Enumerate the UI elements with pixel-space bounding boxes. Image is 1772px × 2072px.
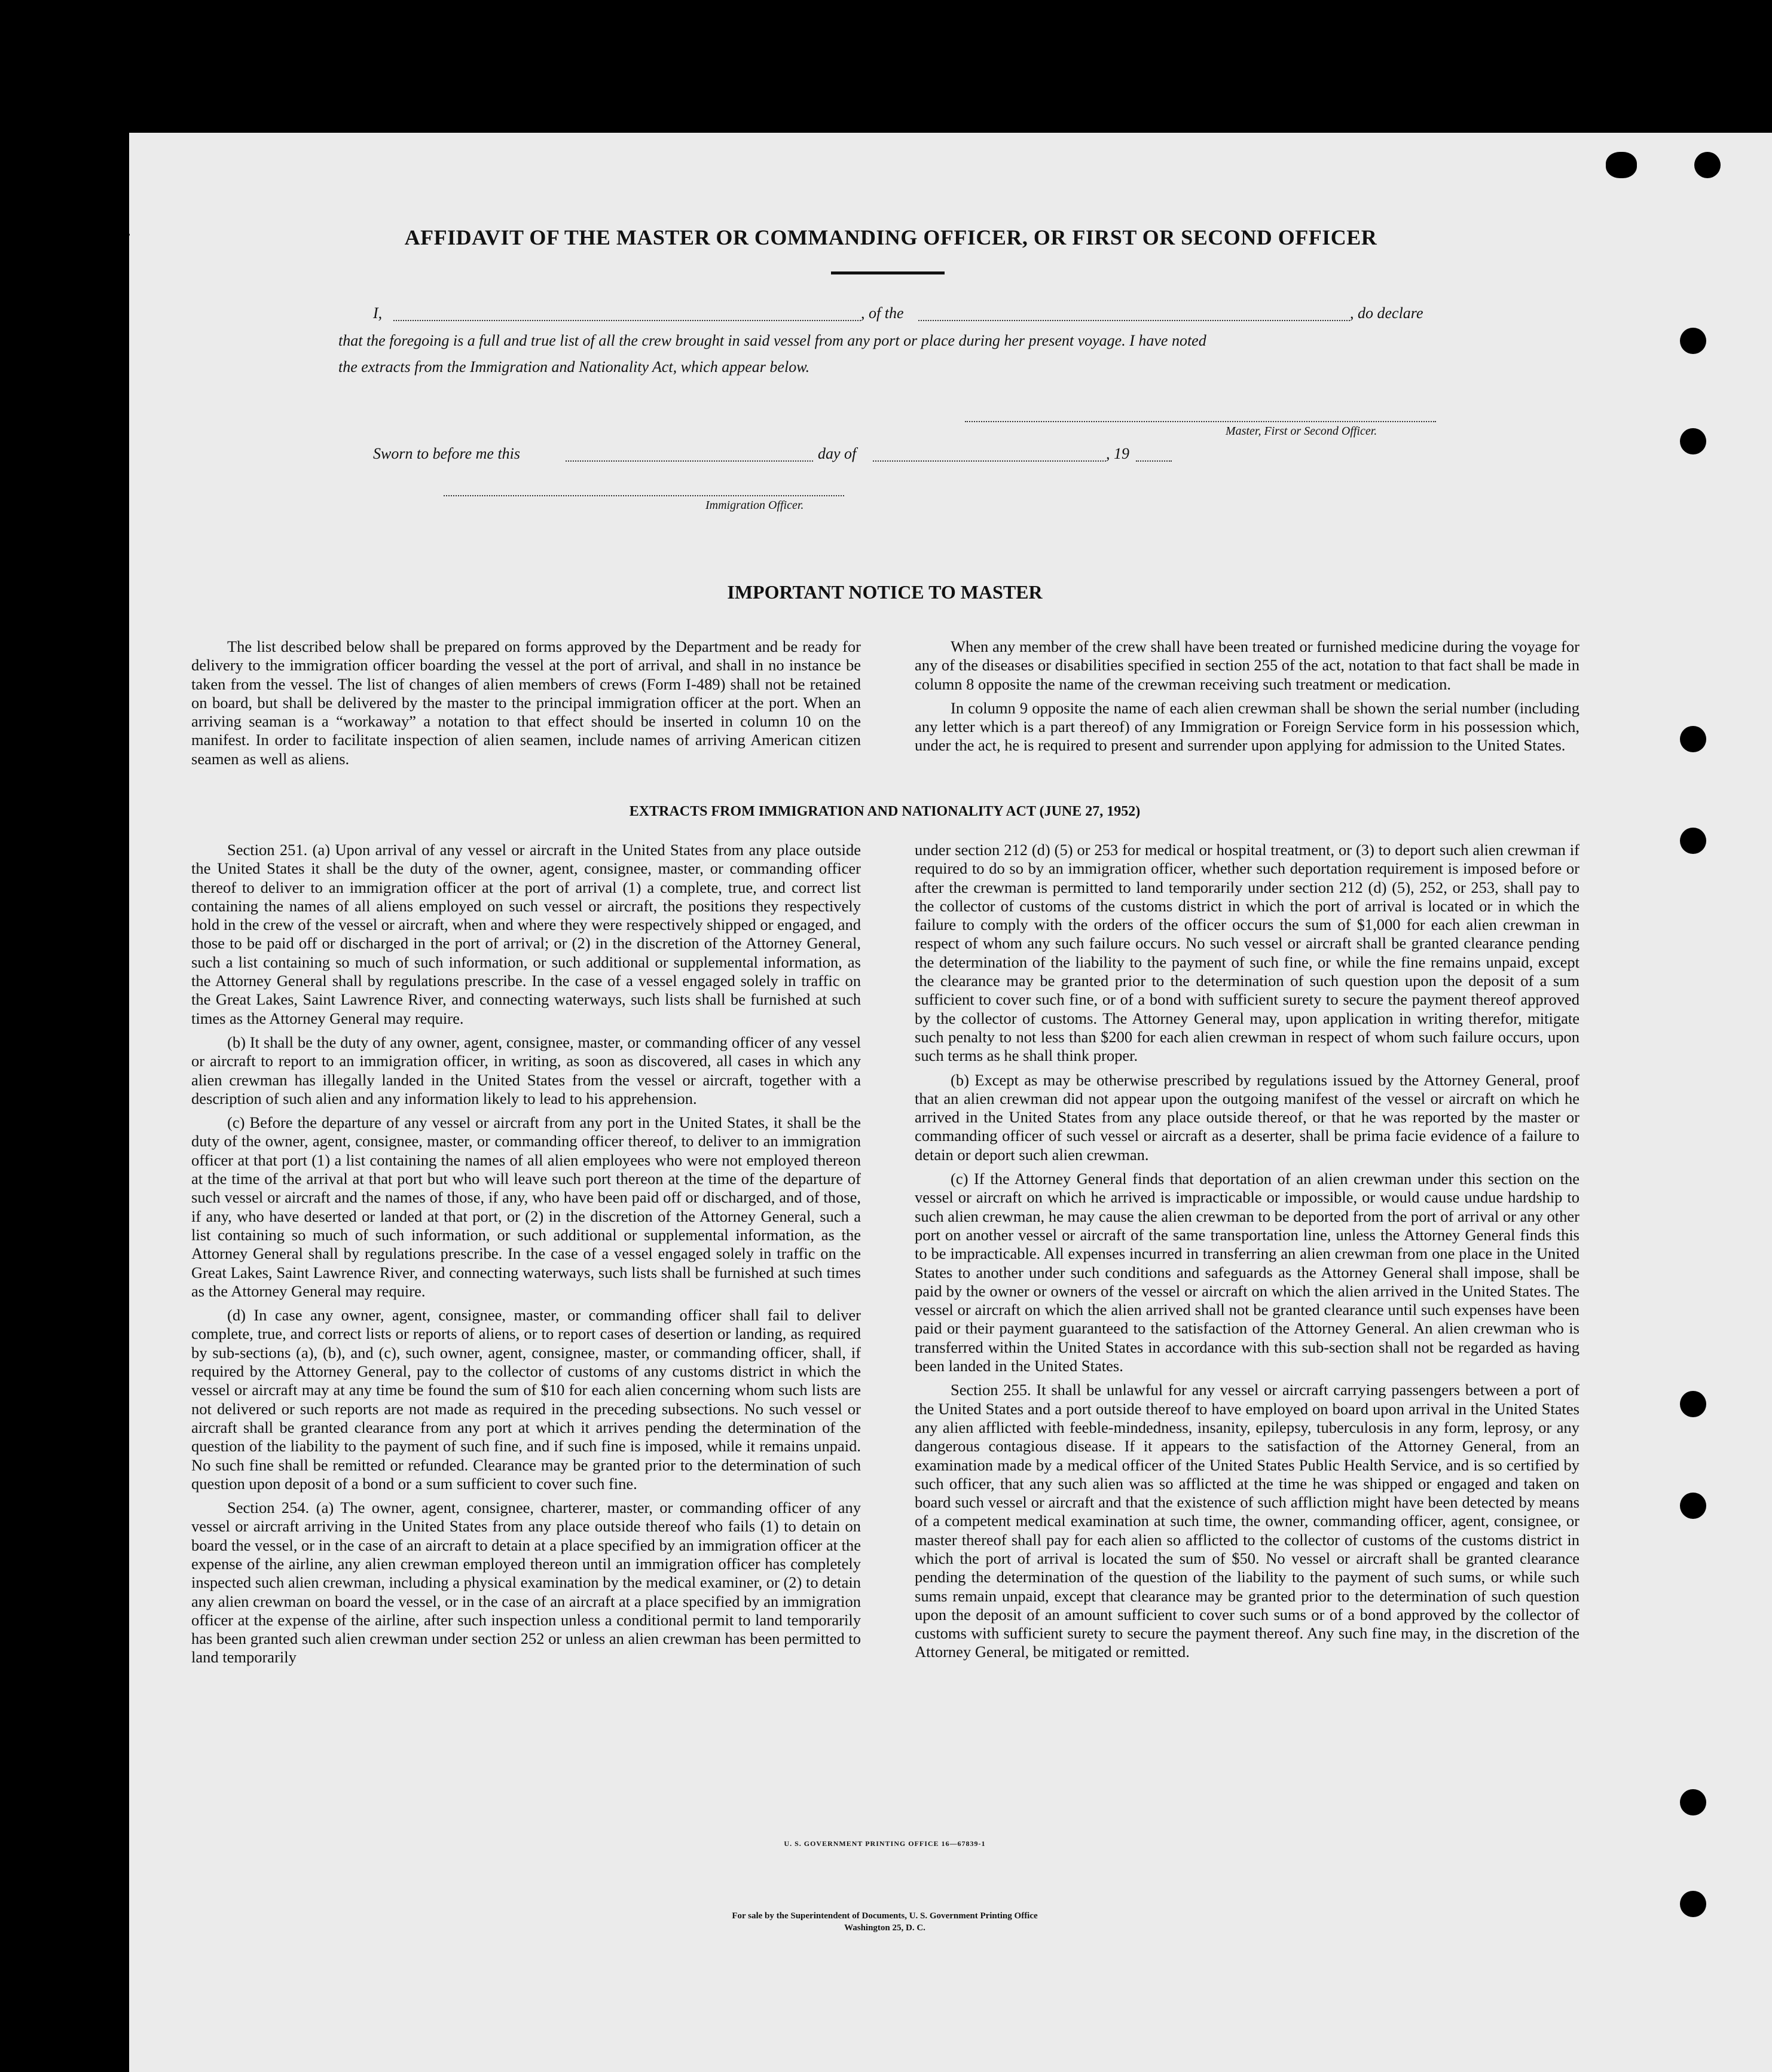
affidavit-title: AFFIDAVIT OF THE MASTER OR COMMANDING OFFICER, OR FIRST OR SECOND OFFICER — [404, 225, 1377, 249]
section-paragraph: (b) Except as may be otherwise prescribed by regulations issued by the Attorney General, proof that an alien crewman did not appear upon the outgoing manifest of the vessel or aircraft on which he arrived in the United States from any place outside thereof, or that he was reported by the master or commanding officer of such vessel or aircraft as a deserter, shall be prima facie evidence of a failure to detain or deport such alien crewman. — [915, 1070, 1579, 1164]
binder-hole — [1680, 428, 1706, 454]
notice-left-column — [191, 637, 861, 768]
notice-paragraph: The list described below shall be prepared on forms approved by the Department and be ready for delivery to the immigration officer boarding the vessel at the port of arrival, and shall in no instance be taken from the vessel. The list of changes of alien members of crews (Form I-489) shall not be retained on board, but shall be delivered by the master to the principal immigration officer at the port. When an arriving seaman is a “workaway” a notation to that effect should be inserted in column 10 on the manifest. In order to facilitate inspection of alien seamen, include names of arriving American citizen seamen as well as aliens. — [191, 637, 861, 768]
footer-line-2: Washington 25, D. C. — [844, 1923, 925, 1933]
sworn-day-of: day of — [818, 445, 857, 462]
section-paragraph: (c) Before the departure of any vessel or aircraft from any port in the United States, it shall be the duty of the owner, agent, consignee, master, or commanding officer thereof, to deliver to an immigration officer at that port (1) a list containing the names of all alien employees who were not employed thereon at the time of the arrival at that port but who will leave such port thereon at the time of the departure of such vessel or aircraft and the names of those, if any, who have been paid off or discharged, and of those, if any, who have deserted or landed at that port, or (2) in the discretion of the Attorney General, such a list containing so much of such information, or such additional or supplemental information, as the Attorney General shall by regulations prescribe. In the case of a vessel engaged solely in traffic on the Great Lakes, Saint Lawrence River, and connecting waterways, such lists shall be furnished at such times as the Attorney General may require. — [191, 1113, 861, 1300]
binder-hole — [1680, 726, 1706, 752]
binder-hole — [1694, 152, 1721, 178]
notice-paragraph: In column 9 opposite the name of each alien crewman shall be shown the serial number (including any letter which is a part thereof) of any Immigration or Foreign Service form in his possession which, under the act, he is required to present and surrender upon applying for admission to the United States. — [915, 698, 1579, 755]
binder-hole — [1680, 828, 1706, 854]
section-paragraph: under section 212 (d) (5) or 253 for medical or hospital treatment, or (3) to deport such alien crewman if required to do so by an immigration officer, whether such deportation requirement is imposed before or after the crewman is permitted to land temporarily under section 212 (d) (5), 252, or 253, shall pay to the collector of customs of the customs district in which the port of arrival is located or in which the failure to comply with the orders of the officer occurs the sum of $1,000 for each alien crewman in respect of whom any such failure occurs. No such vessel or aircraft shall be granted clearance pending the determination of the liability to the payment of such fine, or while the fine remains unpaid, except the clearance may be granted prior to the determination of such question upon the deposit of a sum sufficient to cover such fine, or of a bond with sufficient surety to secure the payment thereof approved by the collector of customs. The Attorney General may, upon application in writing therefor, mitigate such penalty to not less than $200 for each alien crewman in respect of whom such failure occurs, upon such terms as he shall think proper. — [915, 841, 1579, 1065]
master-signature-field[interactable] — [965, 421, 1436, 422]
footer-line-1: For sale by the Superintendent of Documents, U. S. Government Printing Office — [732, 1911, 1038, 1921]
extracts-left-column — [191, 841, 861, 1667]
officer-signature-field[interactable] — [444, 495, 844, 496]
declaration-line-3: the extracts from the Immigration and Nationality Act, which appear below. — [338, 358, 810, 376]
master-signature-label: Master, First or Second Officer. — [1226, 425, 1377, 438]
vessel-field[interactable] — [918, 320, 1350, 321]
notice-title: IMPORTANT NOTICE TO MASTER — [727, 581, 1043, 603]
section-paragraph: Section 251. (a) Upon arrival of any vessel or aircraft in the United States from any place outside the United States it shall be the duty of the owner, agent, consignee, master, or commanding officer thereof to deliver to an immigration officer at the port of arrival (1) a complete, true, and correct list containing the names of all aliens employed on such vessel or aircraft, the positions they respectively hold in the crew of the vessel or aircraft, when and where they were respectively shipped or engaged, and those to be paid off or discharged in the port of arrival; or (2) in the discretion of the Attorney General, such a list containing so much of such information, or such additional or supplemental information, as the Attorney General shall by regulations prescribe. In the case of a vessel engaged solely in traffic on the Great Lakes, Saint Lawrence River, and connecting waterways, such lists shall be furnished at such times as the Attorney General may require. — [191, 841, 861, 1027]
extracts-title: EXTRACTS FROM IMMIGRATION AND NATIONALITY ACT (JUNE 27, 1952) — [629, 804, 1141, 819]
section-paragraph: (c) If the Attorney General finds that deportation of an alien crewman under this section on the vessel or aircraft on which he arrived is impracticable or impossible, or would cause undue hardship to such alien crewman, he may cause the alien crewman to be deported from the port of arrival or any other port on another vessel or aircraft of the same transportation line, unless the Attorney General finds this to be impracticable. All expenses incurred in transferring an alien crewman from one place in the United States to another under such conditions and safeguards as the Attorney General shall impose, shall be paid by the owner or owners of the vessel or aircraft on which the alien arrived in the United States. The vessel or aircraft on which the alien arrived shall not be granted clearance until such expenses have been paid or their payment guaranteed to the satisfaction of the Attorney General. An alien crewman who is transferred within the United States in accordance with this sub-section shall not be regarded as having been landed in the United States. — [915, 1170, 1579, 1375]
ink-speck — [329, 24, 332, 28]
extracts-right-column — [915, 841, 1579, 1662]
sworn-month-field[interactable] — [873, 460, 1106, 462]
binder-hole — [1680, 1789, 1706, 1815]
declaration-line-2: that the foregoing is a full and true list of all the crew brought in said vessel from any port or place during her present voyage. I have noted — [338, 332, 1206, 349]
ink-speck — [127, 233, 130, 236]
notice-right-column — [915, 637, 1579, 755]
notice-paragraph: When any member of the crew shall have been treated or furnished medicine during the voyage for any of the diseases or disabilities specified in section 255 of the act, notation to that fact shall be made in column 8 opposite the name of the crewman receiving such treatment or medication. — [915, 637, 1579, 693]
declaration-do-declare: , do declare — [1350, 304, 1423, 322]
binder-hole — [1680, 328, 1706, 354]
binder-hole — [1680, 1891, 1706, 1917]
name-field[interactable] — [393, 320, 861, 321]
binder-hole — [1680, 1391, 1706, 1417]
sworn-year-field[interactable] — [1136, 460, 1172, 462]
section-paragraph: (b) It shall be the duty of any owner, agent, consignee, master, or commanding officer of any vessel or aircraft to report to an immigration officer, in writing, as soon as discovered, all cases in which any alien crewman has illegally landed in the United States from the vessel or aircraft, together with a description of such alien and any information likely to lead to his apprehension. — [191, 1033, 861, 1107]
sworn-year-label: , 19 — [1106, 445, 1129, 462]
binder-hole — [1606, 152, 1637, 178]
declaration-of-the: , of the — [861, 304, 904, 322]
declaration-i: I, — [373, 304, 383, 322]
printing-office-line: U. S. GOVERNMENT PRINTING OFFICE 16—67839-1 — [784, 1839, 986, 1848]
officer-signature-label: Immigration Officer. — [705, 499, 804, 512]
section-paragraph: Section 254. (a) The owner, agent, consignee, charterer, master, or commanding officer of any vessel or aircraft arriving in the United States from any place outside thereof who fails (1) to detain on board the vessel, or in the case of an aircraft to detain at a place specified by an immigration officer at the expense of the airline, any alien crewman employed thereon until an immigration officer has completely inspected such alien crewman, including a physical examination by the medical examiner, or (2) to detain any alien crewman on board the vessel, or in the case of an aircraft at a place specified by an immigration officer at the expense of the airline, after such inspection unless a conditional permit to land temporarily has been granted such alien crewman under section 252 or unless an alien crewman has been permitted to land temporarily — [191, 1499, 861, 1667]
title-rule — [831, 271, 945, 274]
binder-hole — [1680, 1493, 1706, 1519]
section-paragraph: Section 255. It shall be unlawful for any vessel or aircraft carrying passengers between a port of the United States and a port outside thereof to have employed on board upon arrival in the United States any alien afflicted with feeble-mindedness, insanity, epilepsy, tuberculosis in any form, leprosy, or any dangerous contagious disease. If it appears to the satisfaction of the Attorney General, from an examination made by a medical officer of the United States Public Health Service, and is so certified by such officer, that any such alien was so afflicted at the time he was shipped or engaged and taken on board such vessel or aircraft and that the existence of such affliction might have been detected by means of a competent medical examination at such time, the owner, commanding officer, agent, consignee, or master thereof shall pay for each alien so afflicted to the collector of customs of the customs district in which the port of arrival is located the sum of $50. No vessel or aircraft shall be granted clearance pending the determination of the question of the liability to the payment of such sums, or while such sums remain unpaid, except that clearance may be granted prior to the determination of such question upon the deposit of an amount sufficient to cover such sums or of a bond approved by the collector of customs with sufficient surety to secure the payment thereof. Any such fine may, in the discretion of the Attorney General, be mitigated or remitted. — [915, 1381, 1579, 1661]
sworn-date-field[interactable] — [566, 460, 813, 462]
section-paragraph: (d) In case any owner, agent, consignee, master, or commanding officer shall fail to deliver complete, true, and correct lists or reports of aliens, or to report cases of desertion or landing, as required by sub-sections (a), (b), and (c), such owner, agent, consignee, master, or commanding officer, shall, if required by the Attorney General, pay to the collector of customs of any customs district in which the vessel or aircraft may at any time be found the sum of $10 for each alien concerning whom such lists are not delivered or such reports are not made as required in the preceding subsections. No such vessel or aircraft shall be granted clearance from any port at which it arrives pending the determination of the question of the liability to the payment of such fine, and if such fine is imposed, while it remains unpaid. No such fine shall be remitted or refunded. Clearance may be granted prior to the determination of such question upon deposit of a bond or a sum sufficient to cover such fine. — [191, 1306, 861, 1493]
sworn-label: Sworn to before me this — [373, 445, 521, 462]
